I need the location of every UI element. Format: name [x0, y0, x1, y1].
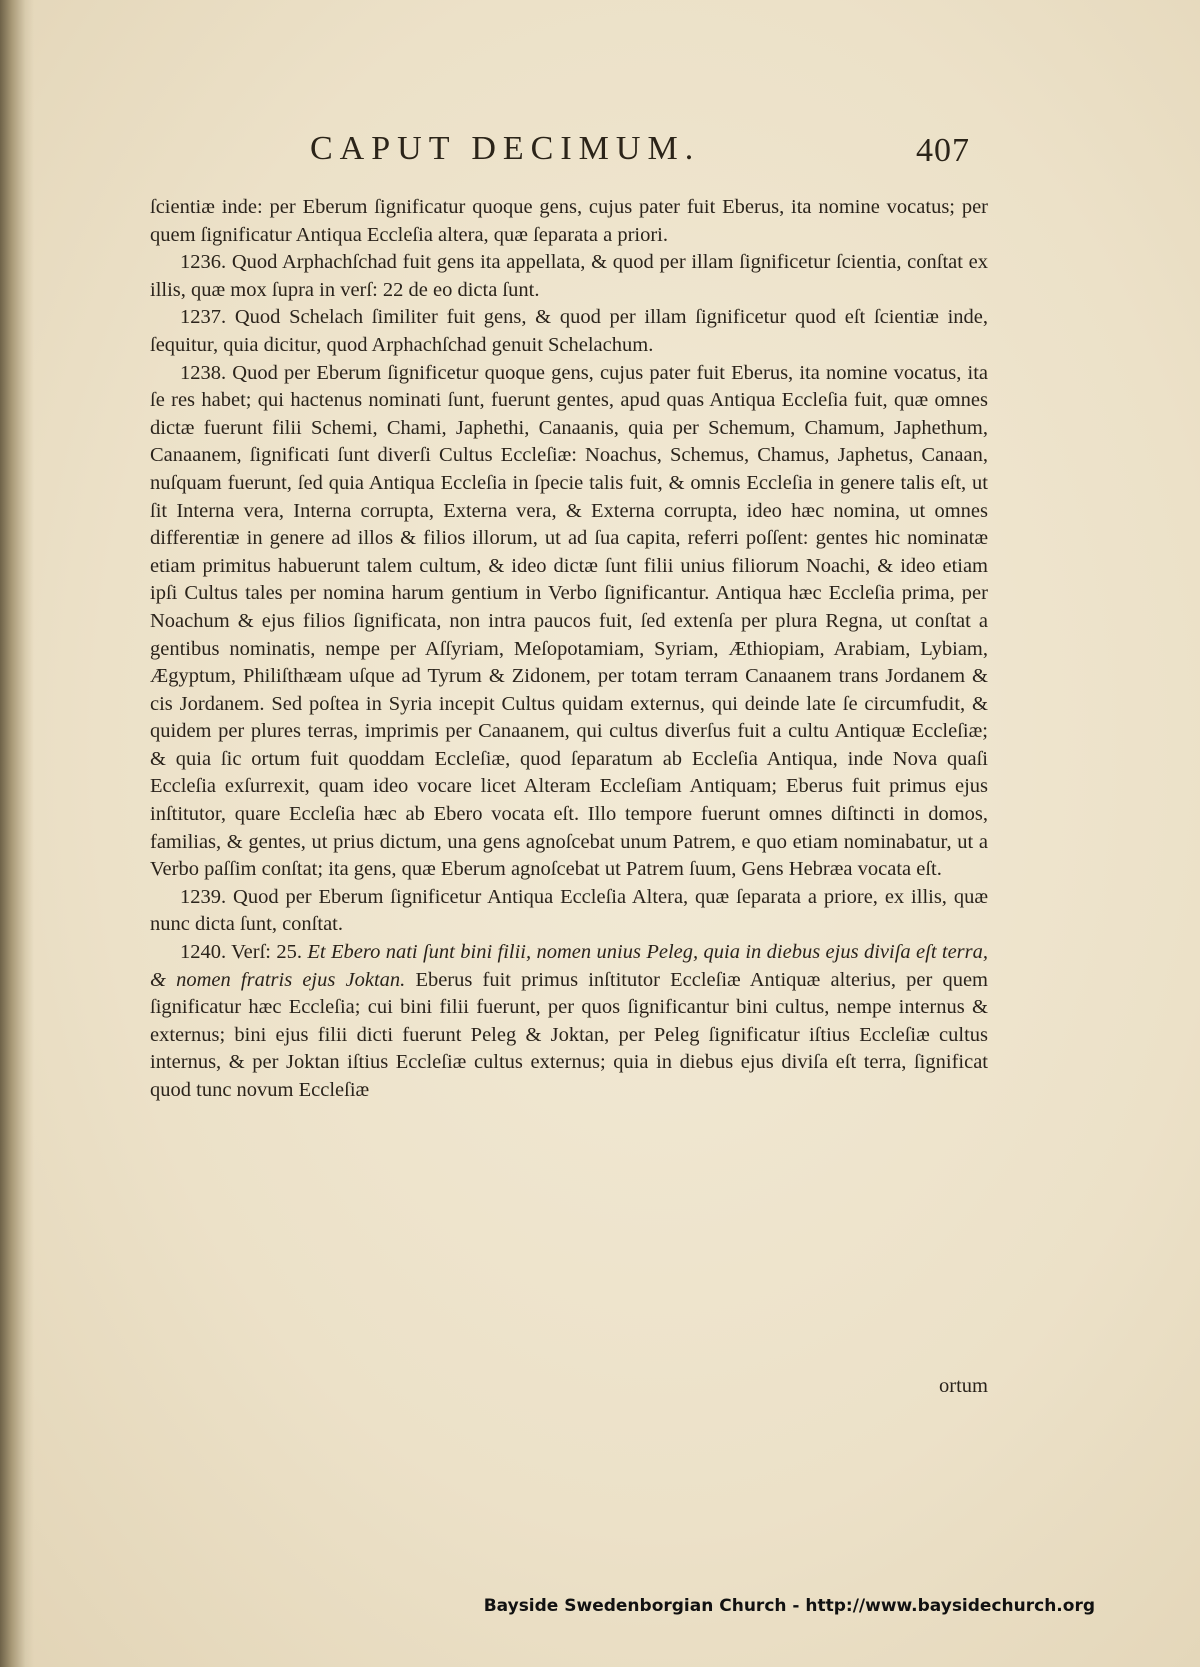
paragraph-1239: 1239. Quod per Eberum ſignificetur Antiqua Eccleſia Altera, quæ ſeparata a priore, ex illis, quæ nunc dicta ſunt, conſtat.: [150, 885, 988, 936]
paragraph-1240: [150, 939, 988, 1105]
running-head: CAPUT DECIMUM.: [310, 130, 701, 167]
paragraph-1238: 1238. Quod per Eberum ſignificetur quoque gens, cujus pater fuit Eberus, ita nomine vocatus, ita ſe res habet; qui hactenus nominati ſunt, fuerunt gentes, apud quas Antiqua Eccleſia fuit, quæ omnes dictæ fuerunt filii Schemi, Chami, Japhethi, Canaanis, quia per Schemum, Chamum, Japhethum, Canaanem, ſignificati ſunt diverſi Cultus Eccleſiæ: Noachus, Schemus, Chamus, Japhetus, Canaan, nuſquam fuerunt, ſed quia Antiqua Eccleſia in ſpecie talis fuit, & omnis Eccleſia in genere talis eſt, ut ſit Interna vera, Interna corrupta, Externa vera, & Externa corrupta, ideo hæc nomina, ut omnes differentiæ in genere ad illos & filios illorum, ut ad ſua capita, referri poſſent: gentes hic nominatæ etiam primitus habuerunt talem cultum, & ideo dictæ ſunt filii unius filiorum Noachi, & ideo etiam ipſi Cultus tales per nomina harum gentium in Verbo ſignificantur. Antiqua hæc Eccleſia prima, per Noachum & ejus filios ſignificata, non intra paucos fuit, ſed extenſa per plura Regna, ut conſtat a gentibus nominatis, nempe per Aſſyriam, Meſopotamiam, Syriam, Æthiopiam, Arabiam, Lybiam, Ægyptum, Philiſthæam uſque ad Tyrum & Zidonem, per totam terram Canaanem trans Jordanem & cis Jordanem. Sed poſtea in Syria incepit Cultus quidam externus, qui deinde late ſe circumfudit, & quidem per plures terras, imprimis per Canaanem, qui cultus diverſus fuit a cultu Antiquæ Eccleſiæ; & quia ſic ortum fuit quoddam Eccleſiæ, quod ſeparatum ab Eccleſia Antiqua, inde Nova quaſi Eccleſia exſurrexit, quam ideo vocare licet Alteram Eccleſiam Antiquam; Eberus fuit primus ejus inſtitutor, quare Eccleſia hæc ab Ebero vocata eſt. Illo tempore fuerunt omnes diſtincti in domos, familias, & gentes, ut prius dictum, una gens agnoſcebat unum Patrem, e quo etiam nominabatur, ut a Verbo paſſim conſtat; ita gens, quæ Eberum agnoſcebat ut Patrem ſuum, Gens Hebræa vocata eſt.: [150, 361, 988, 881]
page-header: [150, 130, 970, 180]
verse-reference: 1240. Verſ: 25.: [180, 941, 302, 964]
catchword: ortum: [939, 1375, 988, 1397]
commentary-text: Eberus fuit primus inſtitutor Eccleſiæ Antiquæ alterius, per quem ſignificatur hæc Eccleſia; cui bini filii fuerunt, per quos ſignificantur bini cultus, nempe internus & externus; bini ejus filii dicti fuerunt Peleg & Joktan, per Peleg ſignificatur iſtius Eccleſiæ cultus internus, & per Joktan iſtius Eccleſiæ cultus externus; quia in diebus ejus diviſa eſt terra, ſignificat quod tunc novum Eccleſiæ: [150, 968, 988, 1101]
paragraph-1237: 1237. Quod Schelach ſimiliter fuit gens, & quod per illam ſignificetur quod eſt ſcientiæ inde, ſequitur, quia dicitur, quod Arphachſchad genuit Schelachum.: [150, 306, 988, 356]
body-text: [150, 194, 988, 1105]
paragraph-1236: 1236. Quod Arphachſchad fuit gens ita appellata, & quod per illam ſignificetur ſcientia, conſtat ex illis, quæ mox ſupra in verſ: 22 de eo dicta ſunt.: [150, 251, 988, 301]
page-number: 407: [916, 132, 970, 169]
scripture-quote: Et Ebero nati ſunt bini filii, nomen unius Peleg, quia in diebus ejus diviſa eſt terra, & nomen fratris ejus Joktan.: [150, 941, 989, 991]
footer-credit: Bayside Swedenborgian Church - http://www.baysidechurch.org: [483, 1596, 1095, 1616]
paragraph-continued: ſcientiæ inde: per Eberum ſignificatur quoque gens, cujus pater fuit Eberus, ita nomine vocatus; per quem ſignificatur Antiqua Eccleſia altera, quæ ſeparata a priori.: [150, 196, 988, 246]
binding-gutter-shadow: [0, 0, 34, 1667]
